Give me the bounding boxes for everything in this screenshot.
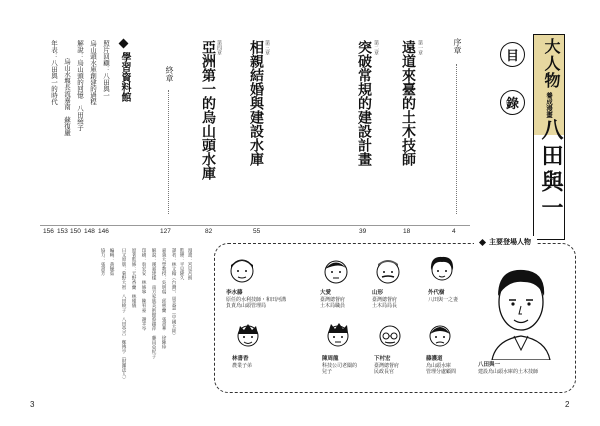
toc-ch1-title: 遠道來臺的土木技師 xyxy=(400,40,416,166)
char-4-name: 外代樹 xyxy=(428,290,445,296)
toc-epilogue-page: 127 xyxy=(160,228,171,235)
toc-ch1-num: 第一章 xyxy=(417,40,423,55)
char-9 xyxy=(478,362,558,375)
portrait-1 xyxy=(226,254,258,286)
char-5 xyxy=(232,356,277,369)
char-2 xyxy=(320,290,365,310)
study-heading: 學習資料館 xyxy=(119,52,130,102)
credit-4: 嘉義大學教授：吳明瑞 邱惠蘭 張書華 徐陳珍 xyxy=(161,248,166,350)
char-9-desc: 建設烏山頭水庫的土木技師 xyxy=(478,368,539,375)
char-6-name: 陳周龍 xyxy=(322,356,339,362)
study-item-5: 年表：八田與一的時代 xyxy=(50,40,58,105)
study-item-4: 烏山水堰長流嘉南 蘇復嚴 xyxy=(63,58,71,136)
char-6 xyxy=(322,356,372,376)
portrait-2 xyxy=(320,254,352,288)
study-item-3: 解說：烏山頭的回憶 八田綾子 xyxy=(76,40,84,131)
study-item-3-page: 150 xyxy=(70,228,81,235)
toc-bottom-rule xyxy=(40,225,470,226)
character-heading xyxy=(474,236,537,248)
credit-3: 譯者：林文翰（台灣）、周美慧（中國大陸） xyxy=(171,248,176,338)
toc-ch3-title: 相親結婚與建設水庫 xyxy=(248,40,264,166)
credit-10: 協力：張書芳 xyxy=(100,248,105,276)
book-title: 八田與一 xyxy=(538,118,564,222)
toc-prologue: 序章 xyxy=(453,38,462,54)
portrait-main xyxy=(478,256,564,360)
char-6-desc: 科技公司老闆的 兒子 xyxy=(322,362,358,375)
char-7-name: 下村宏 xyxy=(374,356,391,362)
char-8-name: 藤護道 xyxy=(426,356,443,362)
left-page-number: 3 xyxy=(30,400,35,409)
series-subtitle: 養成漫畫 xyxy=(545,92,553,118)
credit-7: 原著監修：天野香蘭 林瑾儀 xyxy=(131,248,136,308)
study-item-1: 照片回顧：八田與一 xyxy=(102,40,110,99)
toc-ch2-title: 突破常規的建設計畫 xyxy=(356,40,372,166)
char-3 xyxy=(372,290,417,310)
study-item-5-page: 156 xyxy=(43,228,54,235)
char-4 xyxy=(428,290,473,303)
toc-ch3-num: 第三章 xyxy=(264,40,270,55)
char-1-desc: 原任的水利技師・和田河溝 負責烏山頭管理局 xyxy=(226,296,287,309)
char-7 xyxy=(374,356,419,376)
diamond-icon xyxy=(479,238,486,245)
portrait-8 xyxy=(424,318,456,352)
credit-2: 監修：平見隆久 xyxy=(179,248,184,281)
study-item-2: 烏山頭水庫創建的過程 xyxy=(89,40,97,105)
char-3-desc: 臺灣總督府 土木局局長 xyxy=(372,296,398,309)
char-2-name: 大愛 xyxy=(320,290,332,296)
study-item-2-page: 148 xyxy=(84,228,95,235)
series-title: 大人物 xyxy=(542,38,561,89)
char-1-name: 李水藤 xyxy=(226,290,243,296)
toc-badge-lu: 錄 xyxy=(500,90,525,115)
study-heading-icon xyxy=(119,39,129,49)
toc-ch1-page: 18 xyxy=(403,228,411,235)
toc-badge-mu: 目 xyxy=(500,42,525,67)
toc-ch4-page: 82 xyxy=(205,228,213,235)
credit-9: 編輯：黃毓茹 xyxy=(109,248,114,276)
portrait-4 xyxy=(426,252,458,288)
study-item-4-page: 153 xyxy=(57,228,68,235)
char-8-desc: 烏山頭水庫 管理分處顧問 xyxy=(426,362,457,375)
toc-ch4-num: 第四章 xyxy=(216,40,222,55)
char-2-desc: 臺灣總督府 土木局職員 xyxy=(320,296,346,309)
toc-ch4-title: 亞洲第一的烏山頭水庫 xyxy=(200,40,216,180)
portrait-3 xyxy=(372,254,404,288)
char-8 xyxy=(426,356,471,376)
right-page-number: 2 xyxy=(565,400,570,409)
portrait-7 xyxy=(374,318,406,352)
credit-8: 日文原版：菊野大智 八田綾子 八田英吉 鄭博亨（財團法人） xyxy=(121,248,126,382)
study-item-1-page: 146 xyxy=(98,228,109,235)
character-heading-label: 主要登場人物 xyxy=(489,239,531,246)
char-9-name: 八田與一 xyxy=(478,362,501,368)
toc-ch2-page: 39 xyxy=(359,228,367,235)
toc-ch3-page: 55 xyxy=(253,228,261,235)
credit-5: 解說：漢嘉建樣 南方家族美術館蔡錦萍 藤田亞紀子 xyxy=(151,248,156,359)
char-3-name: 山形 xyxy=(372,290,384,296)
char-5-desc: 農業子弟 xyxy=(232,362,253,369)
portrait-5 xyxy=(232,318,264,352)
toc-epilogue-leader xyxy=(168,90,169,214)
toc-prologue-leader xyxy=(456,64,457,214)
char-7-desc: 臺灣總督府 民政長官 xyxy=(374,362,400,375)
toc-epilogue: 終章 xyxy=(165,66,174,82)
char-5-name: 林書香 xyxy=(232,356,249,362)
toc-ch2-num: 第二章 xyxy=(373,40,379,55)
credit-6: 印刷：翁宏安 林修寧 陳宥豪 謝幸岑 xyxy=(141,248,146,331)
credit-1: 漫畫：宮見吾朗 xyxy=(187,248,192,281)
char-1 xyxy=(226,290,301,310)
portrait-6 xyxy=(322,318,354,352)
char-4-desc: 八田與一之妻 xyxy=(428,296,459,303)
toc-prologue-page: 4 xyxy=(452,228,456,235)
